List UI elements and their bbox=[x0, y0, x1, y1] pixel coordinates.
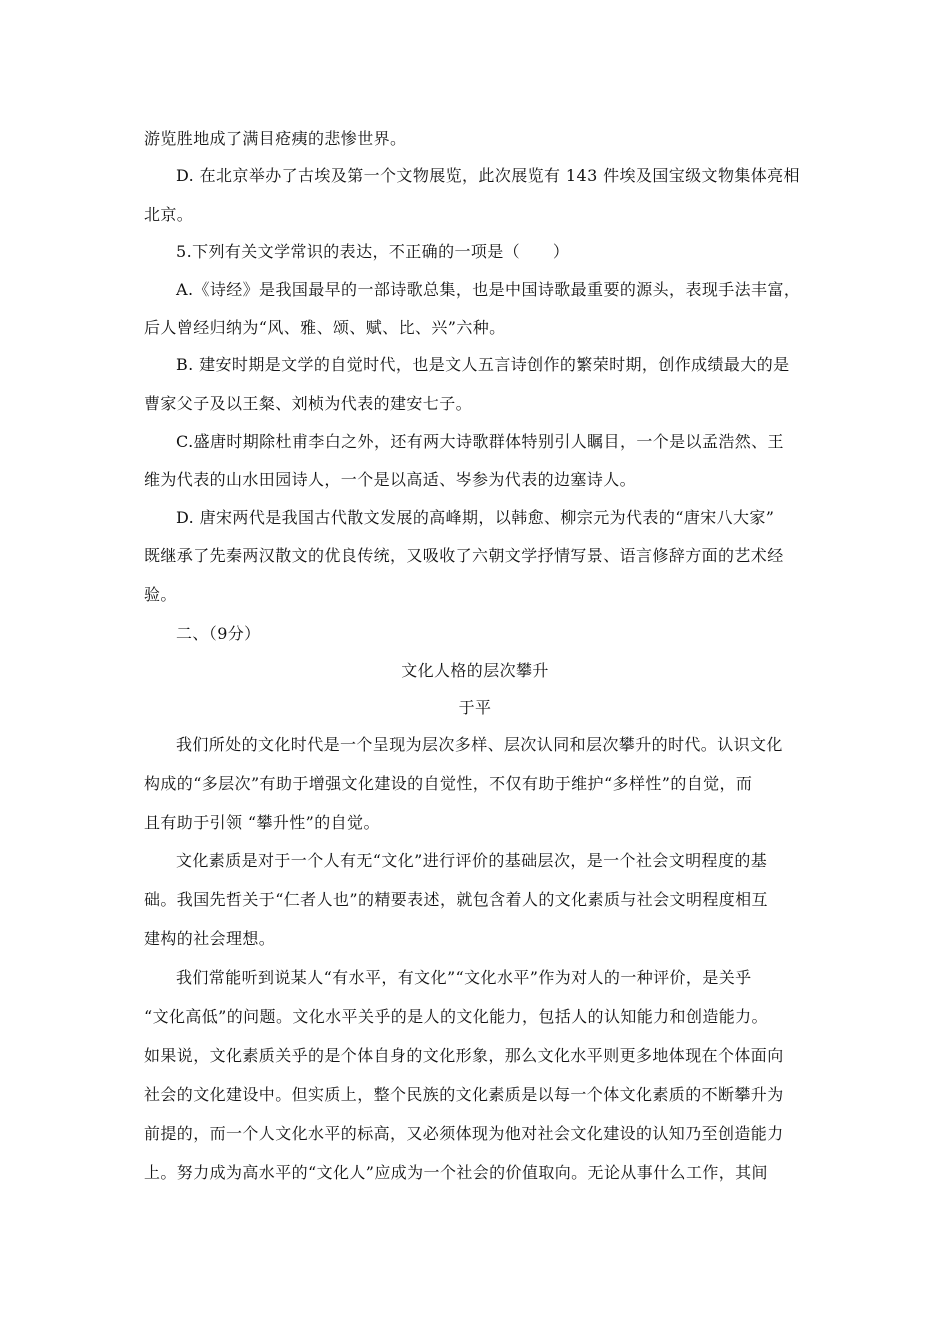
q5-option-d-line-3: 验。 bbox=[144, 585, 177, 604]
q5-option-d-line-1: D. 唐宋两代是我国古代散文发展的高峰期，以韩愈、柳宗元为代表的“唐宋八大家” bbox=[176, 508, 775, 527]
q5-option-a-line-1: A.《诗经》是我国最早的一部诗歌总集，也是中国诗歌最重要的源头，表现手法丰富， bbox=[176, 280, 801, 299]
paragraph-3-line-4: 社会的文化建设中。但实质上，整个民族的文化素质是以每一个体文化素质的不断攀升为 bbox=[144, 1085, 784, 1104]
article-author: 于平 bbox=[458, 698, 492, 717]
paragraph-3-line-3: 如果说，文化素质关乎的是个体自身的文化形象，那么文化水平则更多地体现在个体面向 bbox=[144, 1046, 784, 1065]
section-heading: 二、（9分） bbox=[176, 624, 261, 643]
paragraph-2-line-2: 础。我国先哲关于“仁者人也”的精要表述，就包含着人的文化素质与社会文明程度相互 bbox=[144, 890, 768, 909]
paragraph-2-line-1: 文化素质是对于一个人有无“文化”进行评价的基础层次，是一个社会文明程度的基 bbox=[176, 851, 768, 870]
paragraph-3-line-1: 我们常能听到说某人“有水平，有文化”“文化水平”作为对人的一种评价，是关乎 bbox=[176, 968, 752, 987]
paragraph-3-line-5: 前提的，而一个人文化水平的标高，又必须体现为他对社会文化建设的认知乃至创造能力 bbox=[144, 1124, 784, 1143]
q5-option-b-line-2: 曹家父子及以王粲、刘桢为代表的建安七子。 bbox=[144, 394, 473, 413]
paragraph-3-line-2: “文化高低”的问题。文化水平关乎的是人的文化能力，包括人的认知能力和创造能力。 bbox=[144, 1007, 768, 1026]
article-title: 文化人格的层次攀升 bbox=[401, 661, 549, 680]
paragraph-2-line-3: 建构的社会理想。 bbox=[144, 929, 276, 948]
q5-option-c-line-1: C.盛唐时期除杜甫李白之外，还有两大诗歌群体特别引人瞩目，一个是以孟浩然、王 bbox=[176, 432, 784, 451]
q4-option-d-line-1: D. 在北京举办了古埃及第一个文物展览，此次展览有 143 件埃及国宝级文物集体亮相 bbox=[176, 166, 800, 185]
q5-option-b-line-1: B. 建安时期是文学的自觉时代，也是文人五言诗创作的繁荣时期，创作成绩最大的是 bbox=[176, 355, 790, 374]
paragraph-1-line-1: 我们所处的文化时代是一个呈现为层次多样、层次认同和层次攀升的时代。认识文化 bbox=[176, 735, 783, 754]
paragraph-1-line-3: 且有助于引领 “攀升性”的自觉。 bbox=[144, 813, 380, 832]
paragraph-1-line-2: 构成的“多层次”有助于增强文化建设的自觉性，不仅有助于维护“多样性”的自觉，而 bbox=[144, 774, 753, 793]
q5-option-d-line-2: 既继承了先秦两汉散文的优良传统，又吸收了六朝文学抒情写景、语言修辞方面的艺术经 bbox=[144, 546, 784, 565]
q5-option-a-line-2: 后人曾经归纳为“风、雅、颂、赋、比、兴”六种。 bbox=[144, 318, 506, 337]
q5-option-c-line-2: 维为代表的山水田园诗人，一个是以高适、岑参为代表的边塞诗人。 bbox=[144, 470, 637, 489]
q4-option-c-tail: 游览胜地成了满目疮痍的悲惨世界。 bbox=[144, 129, 407, 148]
q5-stem: 5.下列有关文学常识的表达，不正确的一项是（ ） bbox=[176, 242, 570, 261]
q4-option-d-line-2: 北京。 bbox=[144, 205, 194, 224]
paragraph-3-line-6: 上。努力成为高水平的“文化人”应成为一个社会的价值取向。无论从事什么工作，其间 bbox=[144, 1163, 768, 1182]
